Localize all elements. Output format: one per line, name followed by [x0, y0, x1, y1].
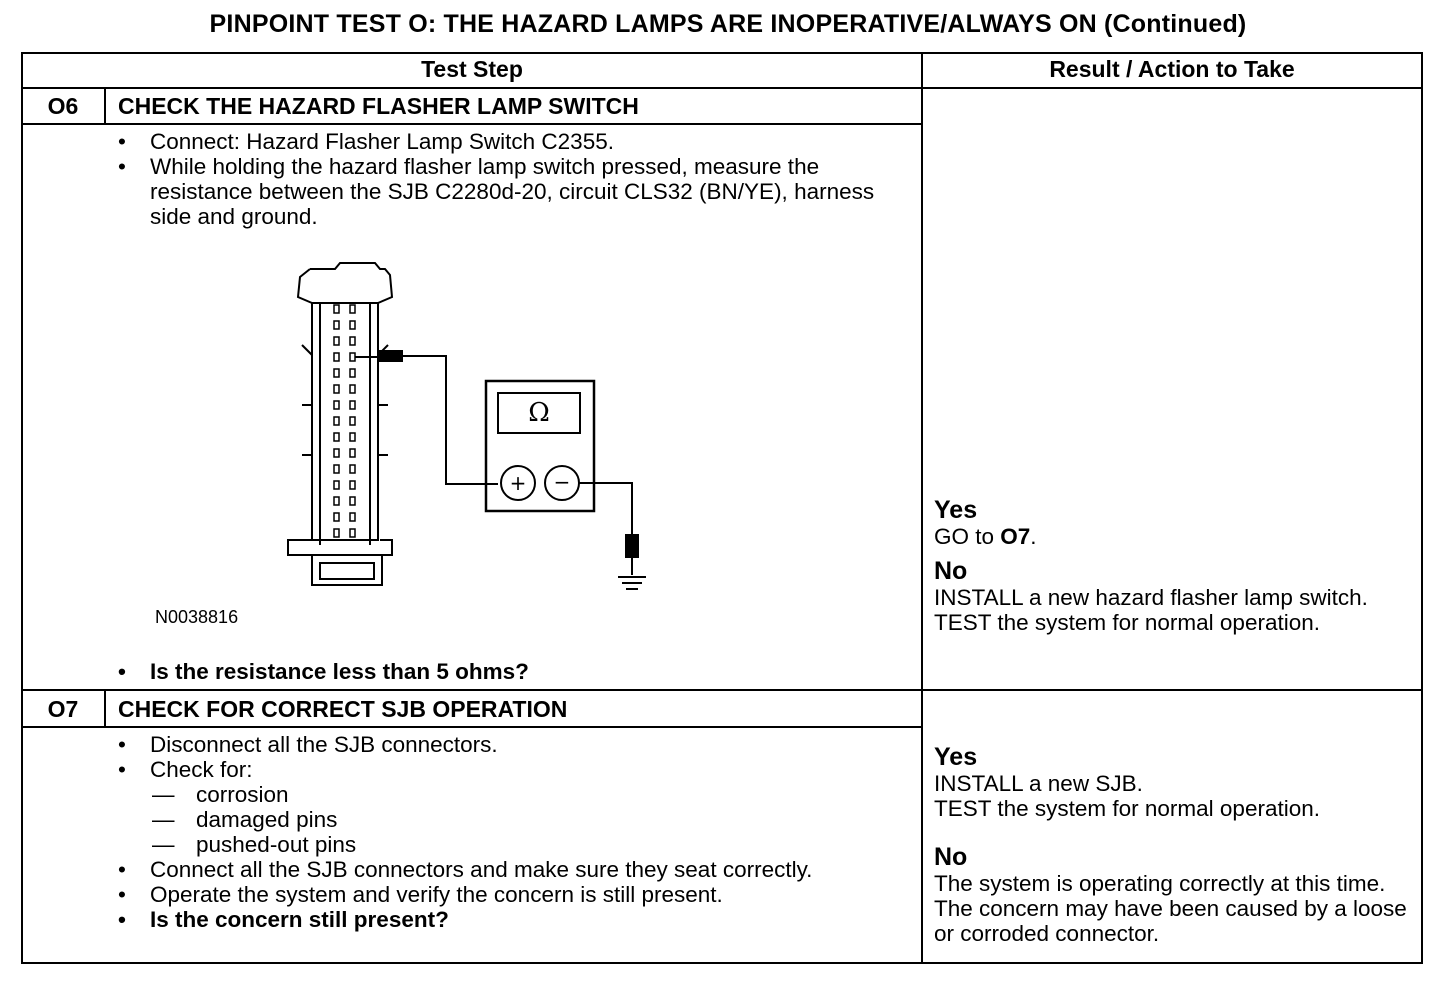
- list-item: • Is the resistance less than 5 ohms?: [112, 659, 902, 684]
- sub-list-item: — corrosion: [112, 782, 902, 807]
- header-bottom-border: [21, 87, 1423, 89]
- o7-id-divider: [104, 689, 106, 728]
- sub-list-item: — pushed-out pins: [112, 832, 902, 857]
- o6-id-divider: [104, 87, 106, 125]
- figure-id: N0038816: [155, 607, 239, 627]
- o7-title-divider: [21, 726, 923, 728]
- o6-instructions: [112, 129, 902, 229]
- ohm-symbol: Ω: [528, 398, 550, 428]
- ground-icon: [618, 577, 646, 589]
- yes-action-line: TEST the system for normal operation.: [934, 796, 1320, 821]
- list-item: • Connect: Hazard Flasher Lamp Switch C2355.: [112, 129, 902, 154]
- step-title-o7: CHECK FOR CORRECT SJB OPERATION: [118, 696, 568, 722]
- no-action: The system is operating correctly at this time. The concern may have been caused by a loose or corroded connector.: [934, 871, 1407, 946]
- minus-terminal-label: −: [553, 470, 571, 494]
- connector-meter-diagram: [270, 255, 670, 600]
- header-result: Result / Action to Take: [1049, 56, 1295, 82]
- sub-list-item: — damaged pins: [112, 807, 902, 832]
- no-action: INSTALL a new hazard flasher lamp switch. TEST the system for normal operation.: [934, 585, 1368, 635]
- step-id-o6: O6: [47, 93, 79, 119]
- header-test-step: Test Step: [421, 56, 523, 82]
- positive-probe: [355, 351, 498, 484]
- o6-results: [934, 496, 1404, 635]
- table-top-border: [21, 52, 1423, 54]
- list-item: • Connect all the SJB connectors and make sure they seat correctly.: [112, 857, 902, 882]
- no-label: No: [934, 557, 968, 585]
- yes-action-text: GO to: [934, 524, 1001, 549]
- connector-pins: [334, 305, 355, 537]
- list-item: • While holding the hazard flasher lamp switch pressed, measure the resistance between the SJB C2280d-20, circuit CLS32 (BN/YE), harness side and ground.: [112, 154, 902, 229]
- goto-link[interactable]: O7: [1000, 524, 1031, 549]
- step-id-o7: O7: [47, 696, 79, 722]
- yes-label: Yes: [934, 743, 978, 771]
- list-item: • Is the concern still present?: [112, 907, 902, 932]
- column-divider: [921, 52, 923, 964]
- negative-lead: [579, 483, 638, 575]
- o7-results: [934, 743, 1414, 946]
- o6-row-divider: [21, 689, 1423, 691]
- table-bottom-border: [21, 962, 1423, 964]
- yes-label: Yes: [934, 496, 978, 524]
- list-item: • Disconnect all the SJB connectors.: [112, 732, 902, 757]
- table-left-border: [21, 52, 23, 964]
- o6-question: [112, 659, 902, 684]
- step-title-o6: CHECK THE HAZARD FLASHER LAMP SWITCH: [118, 93, 639, 119]
- page-title: PINPOINT TEST O: THE HAZARD LAMPS ARE INOPERATIVE/ALWAYS ON (Continued): [209, 10, 1247, 38]
- table-right-border: [1421, 52, 1423, 964]
- o7-instructions: [112, 732, 902, 932]
- o6-title-divider: [21, 123, 923, 125]
- list-item: • Check for:: [112, 757, 902, 782]
- yes-action: [934, 524, 1404, 549]
- plus-terminal-label: +: [509, 471, 527, 495]
- yes-action-end: .: [1030, 524, 1037, 549]
- list-item: • Operate the system and verify the concern is still present.: [112, 882, 902, 907]
- yes-action-line: INSTALL a new SJB.: [934, 771, 1143, 796]
- no-label: No: [934, 843, 968, 871]
